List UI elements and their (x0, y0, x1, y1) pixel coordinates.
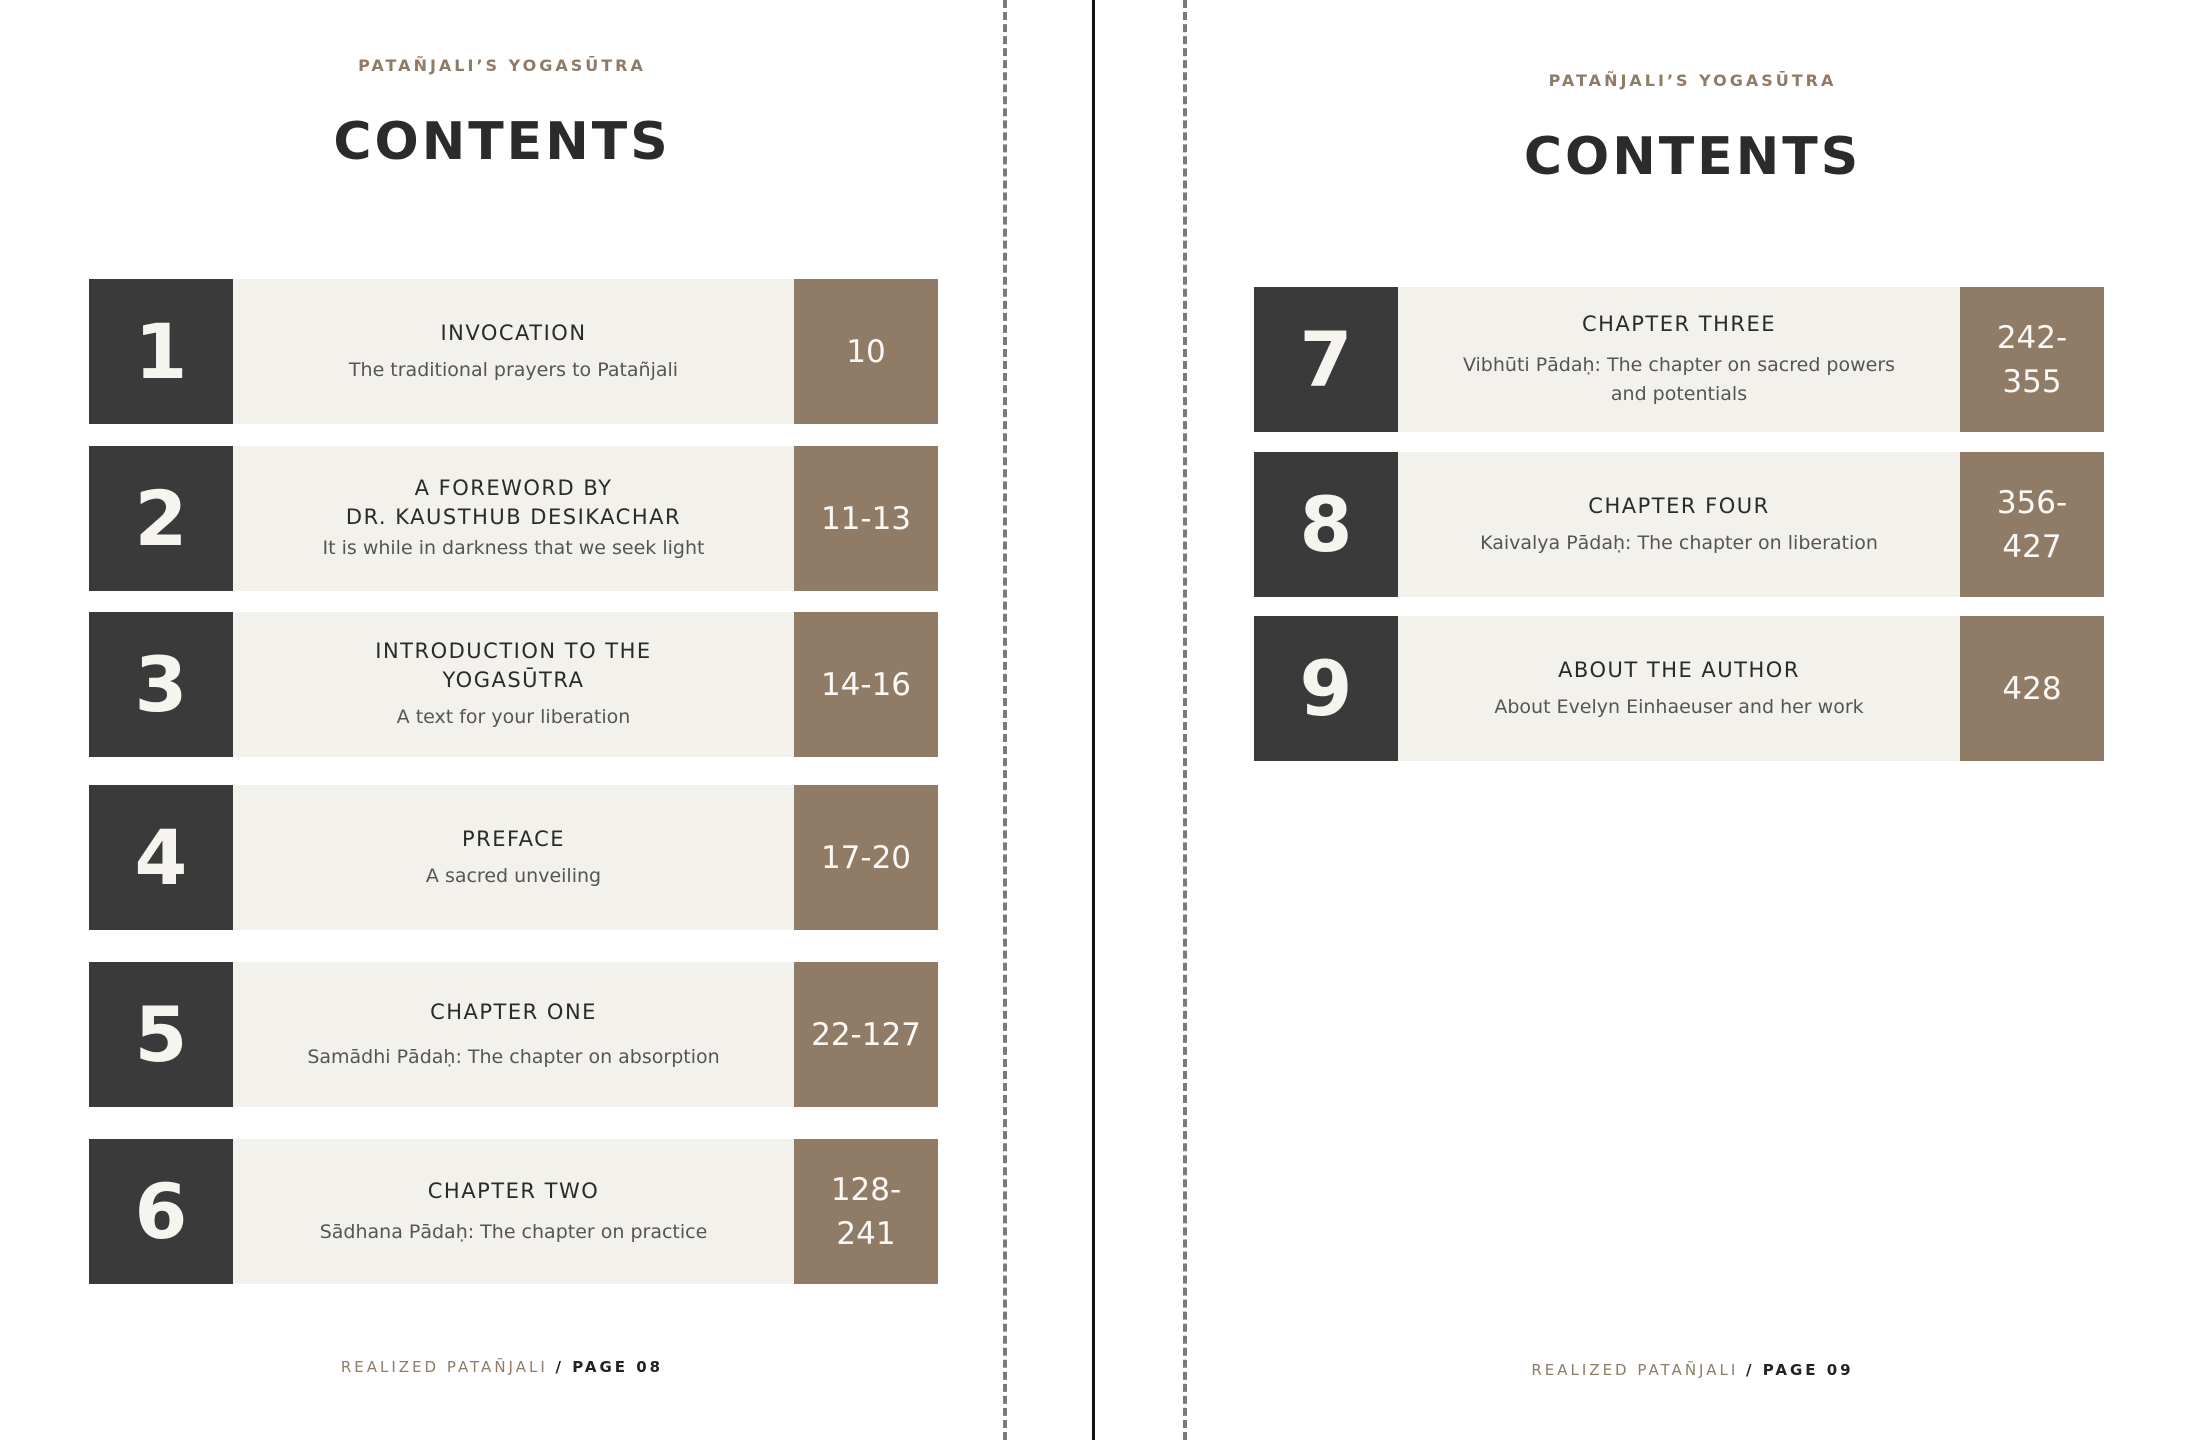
toc-entry[interactable] (89, 279, 938, 424)
series-title: PATAÑJALI’S YOGASŪTRA (358, 56, 646, 75)
series-title: PATAÑJALI’S YOGASŪTRA (1548, 71, 1837, 90)
entry-pages: 14-16 (794, 612, 938, 757)
entry-heading: CHAPTER ONE (430, 999, 597, 1024)
entry-pages: 356- 427 (1960, 452, 2104, 597)
entry-number: 2 (89, 446, 233, 591)
entry-heading: INVOCATION (440, 320, 587, 345)
entry-text (233, 279, 794, 424)
entry-number: 6 (89, 1139, 233, 1284)
contents-heading: CONTENTS (333, 112, 671, 172)
entry-pages: 22-127 (794, 962, 938, 1107)
entry-text (233, 785, 794, 930)
entry-heading: INTRODUCTION TO THE YOGASŪTRA (375, 639, 652, 692)
entry-heading: CHAPTER FOUR (1588, 493, 1770, 518)
contents-heading: CONTENTS (1523, 127, 1862, 187)
footer-page-number: / PAGE 09 (1746, 1361, 1854, 1379)
entry-heading: CHAPTER TWO (427, 1178, 600, 1203)
entry-text (1398, 287, 1960, 432)
entry-number: 4 (89, 785, 233, 930)
entry-text (233, 612, 794, 757)
entry-heading: PREFACE (461, 826, 566, 851)
entry-subtitle: Sādhana Pādaḥ: The chapter on practice (319, 1220, 708, 1243)
toc-entry[interactable] (1254, 616, 2104, 761)
entry-text (233, 1139, 794, 1284)
entry-number: 3 (89, 612, 233, 757)
entry-pages: 10 (794, 279, 938, 424)
entry-subtitle: Kaivalya Pādaḥ: The chapter on liberation (1480, 531, 1878, 554)
footer-page-number: / PAGE 08 (555, 1358, 664, 1376)
toc-entry[interactable] (89, 785, 938, 930)
book-spine-divider (1092, 0, 1095, 1440)
toc-entry[interactable] (89, 612, 938, 757)
left-page (0, 0, 1004, 1440)
entry-number: 1 (89, 279, 233, 424)
entry-heading: ABOUT THE AUTHOR (1558, 657, 1800, 682)
entry-subtitle: Samādhi Pādaḥ: The chapter on absorption (307, 1045, 720, 1068)
entry-subtitle: It is while in darkness that we seek light (322, 537, 705, 559)
entry-pages: 428 (1960, 616, 2104, 761)
entry-text (233, 446, 794, 591)
footer-brand: REALIZED PATAÑJALI (1531, 1361, 1739, 1379)
page-edge-left (1003, 0, 1007, 1440)
entry-subtitle: Vibhūti Pādaḥ: The chapter on sacred powers and potentials (1462, 354, 1896, 405)
entry-subtitle: A sacred unveiling (425, 864, 602, 887)
entry-text (1398, 452, 1960, 597)
toc-entry[interactable] (89, 446, 938, 591)
entry-heading: A FOREWORD BY DR. KAUSTHUB DESIKACHAR (345, 476, 682, 529)
entry-number: 8 (1254, 452, 1398, 597)
entry-heading: CHAPTER THREE (1581, 312, 1777, 336)
entry-number: 9 (1254, 616, 1398, 761)
page-footer (0, 1358, 1004, 1376)
entry-number: 7 (1254, 287, 1398, 432)
entry-subtitle: A text for your liberation (396, 706, 631, 728)
entry-pages: 11-13 (794, 446, 938, 591)
entry-subtitle: The traditional prayers to Patañjali (348, 358, 679, 381)
toc-entry[interactable] (89, 962, 938, 1107)
toc-entry[interactable] (1254, 287, 2104, 432)
footer-brand: REALIZED PATAÑJALI (340, 1358, 548, 1376)
toc-entry[interactable] (89, 1139, 938, 1284)
entry-number: 5 (89, 962, 233, 1107)
entry-pages: 17-20 (794, 785, 938, 930)
page-footer (1184, 1361, 2201, 1379)
right-page (1184, 0, 2201, 1440)
entry-subtitle: About Evelyn Einhaeuser and her work (1494, 695, 1864, 718)
entry-text (233, 962, 794, 1107)
entry-pages: 242- 355 (1960, 287, 2104, 432)
entry-text (1398, 616, 1960, 761)
toc-entry[interactable] (1254, 452, 2104, 597)
entry-pages: 128- 241 (794, 1139, 938, 1284)
